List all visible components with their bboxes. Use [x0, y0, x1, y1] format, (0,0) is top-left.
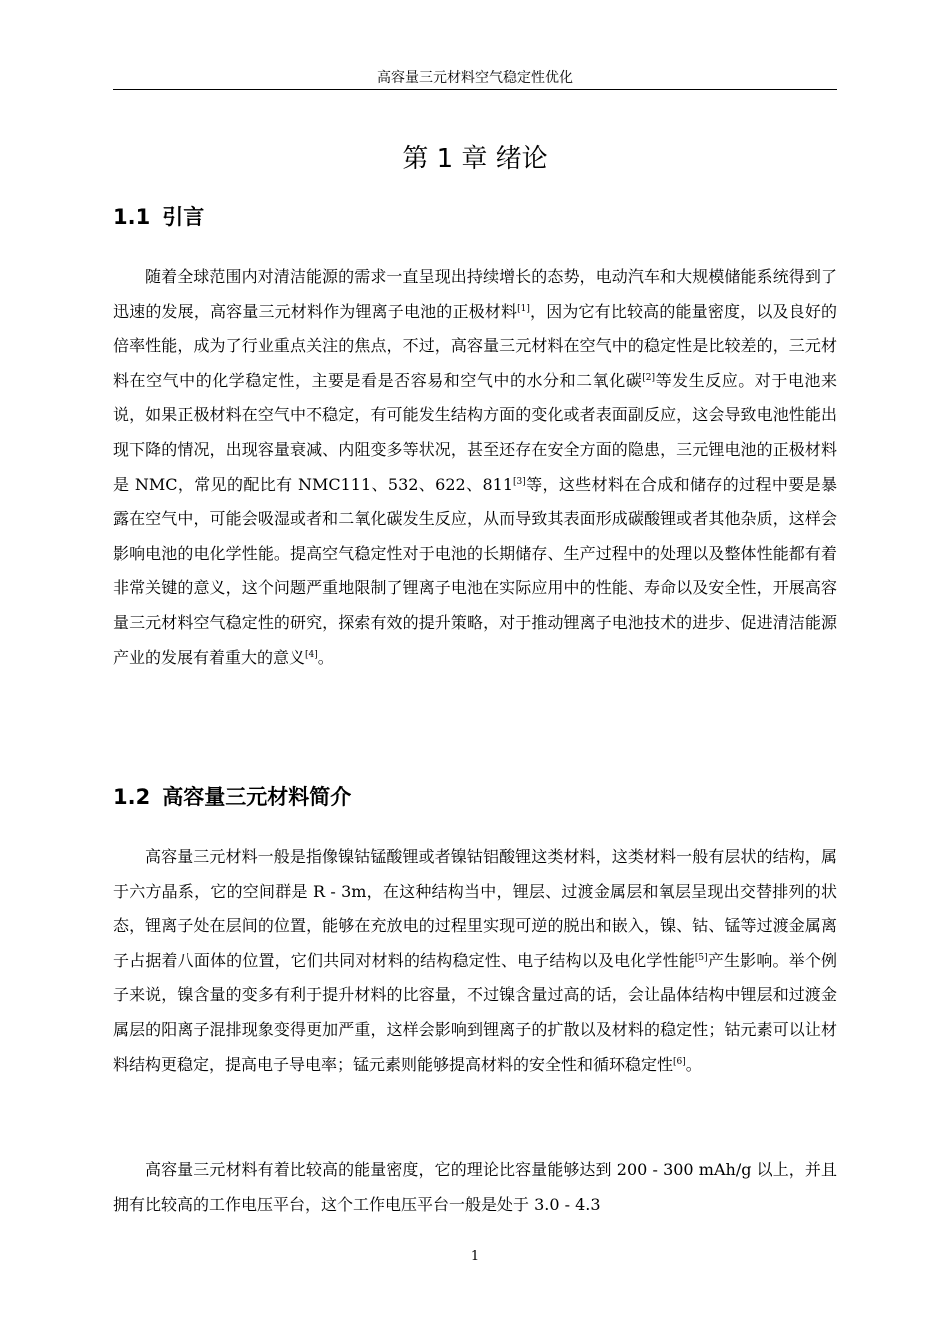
page-number: 1 — [470, 1249, 480, 1264]
paragraph-text: 等发生反应。对于电池来说，如果正极材料在空气中不稳定，有可能发生结构方面的变化或者表面副反应，这会导致电池性能出现下降的情况，出现容量衰减、内阻变多等状况，甚至还存在安全方面的隐患，三元锂电池的正极材料是 NMC，常见的配比有 NMC111、532、622、811 — [113, 370, 837, 494]
citation-3: [3] — [513, 476, 526, 487]
section-title-text: 高容量三元材料简介 — [162, 785, 352, 809]
paragraph-text: 随着全球范围内对清洁能源的需求一直呈现出持续增长的态势，电动汽车和大规模储能系统得到了迅速的发展，高容量三元材料作为锂离子电池的正极材料 — [113, 267, 837, 321]
citation-2: [2] — [642, 372, 656, 383]
section-number: 1.2 — [113, 785, 151, 809]
paragraph-text: 等，这些材料在合成和储存的过程中要是暴露在空气中，可能会吸湿或者和二氧化碳发生反应，从而导致其表面形成碳酸锂或者其他杂质，这样会影响电池的电化学性能。提高空气稳定性对于电池的长期储存、生产过程中的处理以及整体性能都有着非常关键的意义，这个问题严重地限制了锂离子电池在实际应用中的性能、寿命以及安全性，开展高容量三元材料空气稳定性的研究，探索有效的提升策略，对于推动锂离子电池技术的进步、促进清洁能源产业的发展有着重大的意义 — [113, 474, 837, 667]
section-heading-materials — [113, 780, 351, 814]
paragraph-text: 。 — [317, 647, 334, 667]
citation-6: [6] — [673, 1056, 686, 1067]
materials-paragraph-2 — [113, 1153, 837, 1222]
paragraph-text: 产生影响。举个例子来说，镍含量的变多有利于提升材料的比容量，不过镍含量过高的话，会让晶体结构中锂层和过渡金属层的阳离子混排现象变得更加严重，这样会影响到锂离子的扩散以及材料的稳定性；钴元素可以让材料结构更稳定，提高电子导电率；锰元素则能够提高材料的安全性和循环稳定性 — [113, 950, 837, 1074]
paragraph-text: 高容量三元材料一般是指像镍钴锰酸锂或者镍钴铝酸锂这类材料，这类材料一般有层状的结构，属于六方晶系，它的空间群是 R - 3m，在这种结构当中，锂层、过渡金属层和氧层呈现出交替排列的状态，锂离子处在层间的位置，能够在充放电的过程里实现可逆的脱出和嵌入，镍、钴、锰等过渡金属离子占据着八面体的位置，它们共同对材料的结构稳定性、电子结构以及电化学性能 — [113, 847, 837, 970]
materials-paragraph-1 — [113, 840, 837, 1082]
section-title-text: 引言 — [162, 205, 205, 229]
section-number: 1.1 — [113, 205, 151, 229]
page-footer — [113, 1247, 837, 1267]
paragraph-text: ，因为它有比较高的能量密度，以及良好的倍率性能，成为了行业重点关注的焦点，不过，高容量三元材料在空气中的稳定性是比较差的，三元材料在空气中的化学稳定性，主要是看是否容易和空气中的水分和二氧化碳 — [113, 301, 837, 390]
citation-1: [1] — [517, 303, 530, 314]
paragraph-text: 。 — [685, 1054, 702, 1074]
section-heading-intro — [113, 200, 204, 234]
citation-4: [4] — [305, 649, 318, 660]
citation-5: [5] — [694, 952, 708, 963]
paragraph-text: 高容量三元材料有着比较高的能量密度，它的理论比容量能够达到 200 - 300 mAh/g 以上，并且拥有比较高的工作电压平台，这个工作电压平台一般是处于 3.0 - 4.3 — [113, 1160, 837, 1214]
chapter-title: 第 1 章 绪论 — [402, 144, 548, 174]
header-title: 高容量三元材料空气稳定性优化 — [377, 70, 573, 86]
intro-paragraph — [113, 260, 837, 675]
page-header — [113, 68, 837, 90]
